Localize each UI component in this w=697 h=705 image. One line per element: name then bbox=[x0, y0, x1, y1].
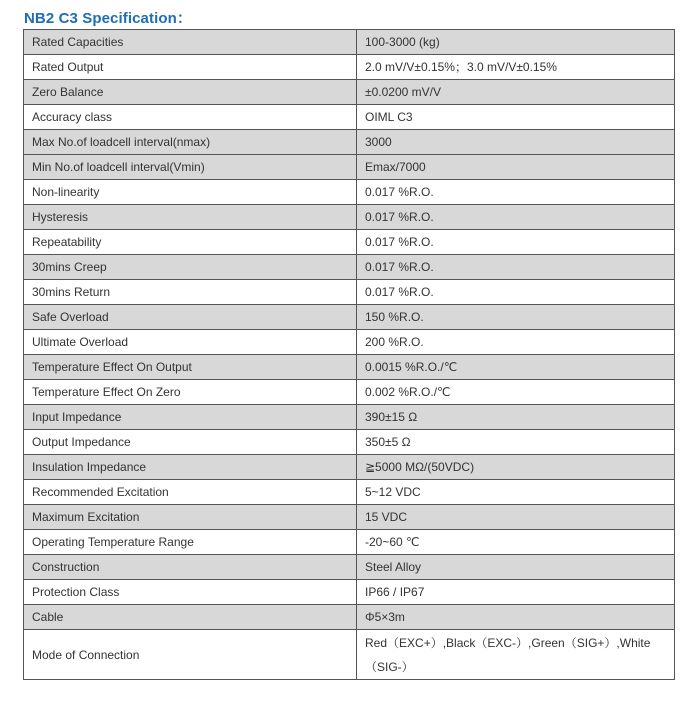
spec-row-hysteresis bbox=[24, 205, 675, 230]
spec-label: Insulation Impedance bbox=[24, 455, 357, 480]
spec-row-input-impedance bbox=[24, 405, 675, 430]
spec-value: Steel Alloy bbox=[357, 555, 675, 580]
spec-row-ultimate-overload bbox=[24, 330, 675, 355]
spec-value: 0.017 %R.O. bbox=[357, 255, 675, 280]
spec-row-operating-temperature bbox=[24, 530, 675, 555]
spec-value: 150 %R.O. bbox=[357, 305, 675, 330]
spec-value: 100-3000 (kg) bbox=[357, 30, 675, 55]
spec-row-cable bbox=[24, 605, 675, 630]
spec-label: 30mins Return bbox=[24, 280, 357, 305]
spec-label: Rated Capacities bbox=[24, 30, 357, 55]
spec-row-safe-overload bbox=[24, 305, 675, 330]
spec-row-output-impedance bbox=[24, 430, 675, 455]
spec-row-temp-effect-output bbox=[24, 355, 675, 380]
spec-value: 5~12 VDC bbox=[357, 480, 675, 505]
spec-row-construction bbox=[24, 555, 675, 580]
spec-value: 2.0 mV/V±0.15%；3.0 mV/V±0.15% bbox=[357, 55, 675, 80]
spec-value: 0.017 %R.O. bbox=[357, 180, 675, 205]
spec-value: 0.017 %R.O. bbox=[357, 280, 675, 305]
spec-label: Hysteresis bbox=[24, 205, 357, 230]
spec-value: Φ5×3m bbox=[357, 605, 675, 630]
specification-table bbox=[23, 29, 675, 680]
spec-row-repeatability bbox=[24, 230, 675, 255]
spec-value: 350±5 Ω bbox=[357, 430, 675, 455]
spec-value: 200 %R.O. bbox=[357, 330, 675, 355]
spec-label: Cable bbox=[24, 605, 357, 630]
spec-label: Protection Class bbox=[24, 580, 357, 605]
spec-value: 0.002 %R.O./℃ bbox=[357, 380, 675, 405]
spec-row-accuracy-class bbox=[24, 105, 675, 130]
spec-label: Non-linearity bbox=[24, 180, 357, 205]
spec-label: Min No.of loadcell interval(Vmin) bbox=[24, 155, 357, 180]
spec-label: Accuracy class bbox=[24, 105, 357, 130]
spec-value: IP66 / IP67 bbox=[357, 580, 675, 605]
spec-row-min-interval bbox=[24, 155, 675, 180]
spec-row-return bbox=[24, 280, 675, 305]
spec-row-rated-capacities bbox=[24, 30, 675, 55]
spec-label: Construction bbox=[24, 555, 357, 580]
spec-row-creep bbox=[24, 255, 675, 280]
spec-label: Zero Balance bbox=[24, 80, 357, 105]
spec-value: Emax/7000 bbox=[357, 155, 675, 180]
spec-row-max-interval bbox=[24, 130, 675, 155]
spec-value: 0.017 %R.O. bbox=[357, 230, 675, 255]
spec-value: Red（EXC+）,Black（EXC-）,Green（SIG+）,White（SIG-） bbox=[357, 630, 675, 680]
page-title: NB2 C3 Specification： bbox=[24, 10, 192, 27]
spec-value: 15 VDC bbox=[357, 505, 675, 530]
spec-row-rated-output bbox=[24, 55, 675, 80]
spec-label: Temperature Effect On Zero bbox=[24, 380, 357, 405]
spec-row-recommended-excitation bbox=[24, 480, 675, 505]
spec-row-zero-balance bbox=[24, 80, 675, 105]
spec-row-maximum-excitation bbox=[24, 505, 675, 530]
spec-row-mode-of-connection bbox=[24, 630, 675, 680]
spec-label: Input Impedance bbox=[24, 405, 357, 430]
spec-row-protection-class bbox=[24, 580, 675, 605]
spec-label: Rated Output bbox=[24, 55, 357, 80]
spec-label: Max No.of loadcell interval(nmax) bbox=[24, 130, 357, 155]
spec-label: Ultimate Overload bbox=[24, 330, 357, 355]
spec-value: ±0.0200 mV/V bbox=[357, 80, 675, 105]
spec-label: Operating Temperature Range bbox=[24, 530, 357, 555]
spec-value: 0.017 %R.O. bbox=[357, 205, 675, 230]
spec-label: 30mins Creep bbox=[24, 255, 357, 280]
spec-label: Mode of Connection bbox=[24, 630, 357, 680]
spec-row-insulation-impedance bbox=[24, 455, 675, 480]
spec-value: 390±15 Ω bbox=[357, 405, 675, 430]
spec-label: Output Impedance bbox=[24, 430, 357, 455]
spec-row-temp-effect-zero bbox=[24, 380, 675, 405]
spec-label: Repeatability bbox=[24, 230, 357, 255]
spec-label: Maximum Excitation bbox=[24, 505, 357, 530]
spec-value: OIML C3 bbox=[357, 105, 675, 130]
spec-row-non-linearity bbox=[24, 180, 675, 205]
spec-label: Recommended Excitation bbox=[24, 480, 357, 505]
spec-value: -20~60 ℃ bbox=[357, 530, 675, 555]
spec-value: 3000 bbox=[357, 130, 675, 155]
spec-label: Temperature Effect On Output bbox=[24, 355, 357, 380]
spec-label: Safe Overload bbox=[24, 305, 357, 330]
spec-value: 0.0015 %R.O./℃ bbox=[357, 355, 675, 380]
spec-value: ≧5000 MΩ/(50VDC) bbox=[357, 455, 675, 480]
